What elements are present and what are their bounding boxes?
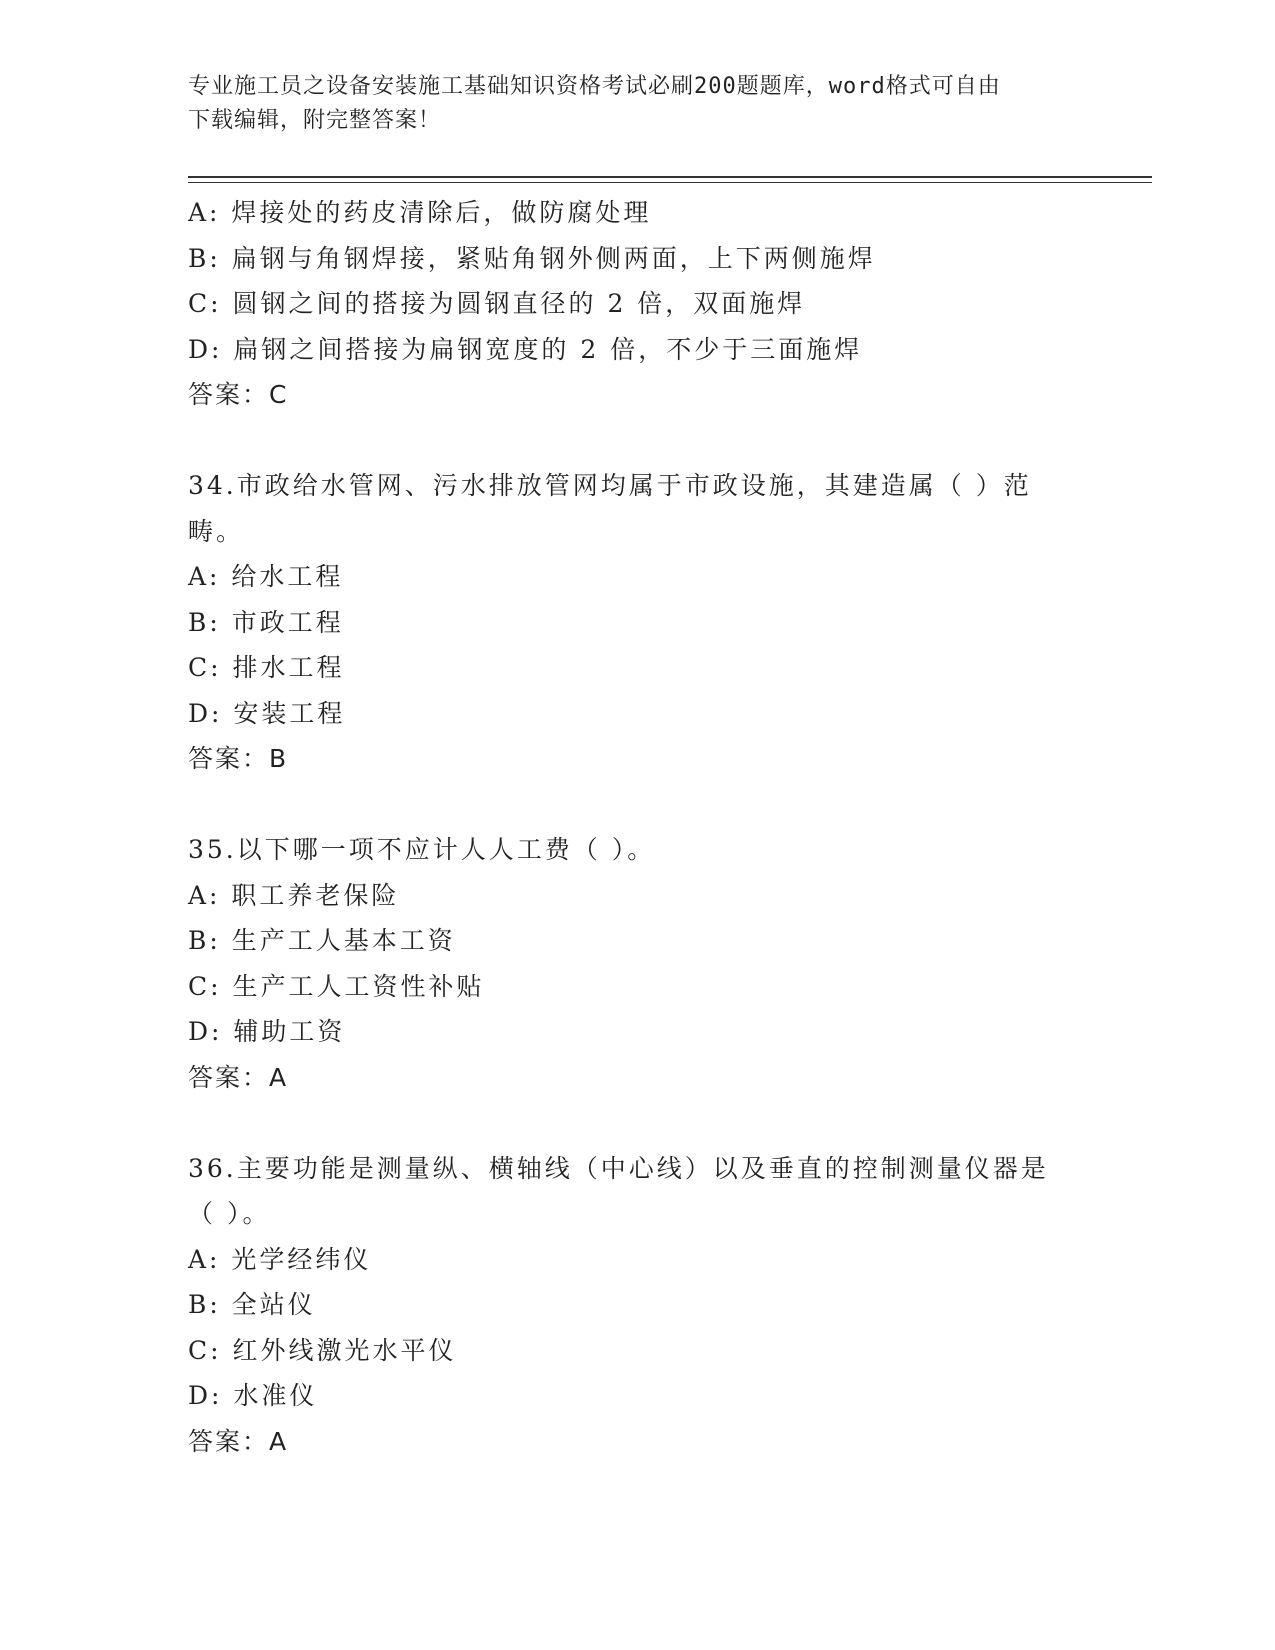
option-d: D: 安装工程 <box>188 698 346 728</box>
header-rule-thick <box>188 176 1152 178</box>
option-a: A: 光学经纬仪 <box>188 1244 372 1274</box>
option-c: C: 生产工人工资性补贴 <box>188 971 485 1001</box>
option-a: A: 职工养老保险 <box>188 880 400 910</box>
option-d: D: 辅助工资 <box>188 1017 346 1046</box>
option-b: B: 全站仪 <box>188 1290 316 1319</box>
question-stem-continued: 畴。 <box>188 516 245 546</box>
option-a: A: 焊接处的药皮清除后，做防腐处理 <box>188 198 652 227</box>
header-line-1: 专业施工员之设备安装施工基础知识资格考试必刷200题题库，word格式可自由 <box>188 74 1001 99</box>
option-d: D: 水准仪 <box>188 1381 318 1410</box>
option-a: A: 给水工程 <box>188 562 344 591</box>
question-36 <box>188 1146 1088 1465</box>
option-b: B: 生产工人基本工资 <box>188 926 456 955</box>
question-33-options <box>188 190 1088 418</box>
question-stem-continued: （ ）。 <box>188 1199 271 1228</box>
header-line-2: 下载编辑，附完整答案！ <box>188 108 442 133</box>
question-stem: 35.以下哪一项不应计人人工费（ ）。 <box>188 835 656 864</box>
spacer <box>188 418 1088 464</box>
question-35 <box>188 827 1088 1100</box>
spacer <box>188 1100 1088 1146</box>
question-stem: 36.主要功能是测量纵、横轴线（中心线）以及垂直的控制测量仪器是 <box>188 1153 1049 1183</box>
question-list <box>188 190 1088 1464</box>
answer-35: 答案：A <box>188 1062 289 1092</box>
option-c: C: 红外线激光水平仪 <box>188 1335 457 1365</box>
question-stem: 34.市政给水管网、污水排放管网均属于市政设施，其建造属（ ）范 <box>188 471 1032 500</box>
answer-34: 答案：B <box>188 744 289 773</box>
answer-33: 答案：C <box>188 380 289 409</box>
question-34 <box>188 463 1088 782</box>
option-d: D: 扁钢之间搭接为扁钢宽度的 2 倍，不少于三面施焊 <box>188 334 863 364</box>
option-c: C: 排水工程 <box>188 653 345 682</box>
option-b: B: 市政工程 <box>188 607 344 637</box>
document-header <box>188 70 1068 138</box>
spacer <box>188 782 1088 828</box>
option-c: C: 圆钢之间的搭接为圆钢直径的 2 倍，双面施焊 <box>188 289 806 318</box>
answer-36: 答案：A <box>188 1426 289 1456</box>
option-b: B: 扁钢与角钢焊接，紧贴角钢外侧两面，上下两侧施焊 <box>188 243 876 273</box>
header-rule-thin <box>188 182 1152 183</box>
